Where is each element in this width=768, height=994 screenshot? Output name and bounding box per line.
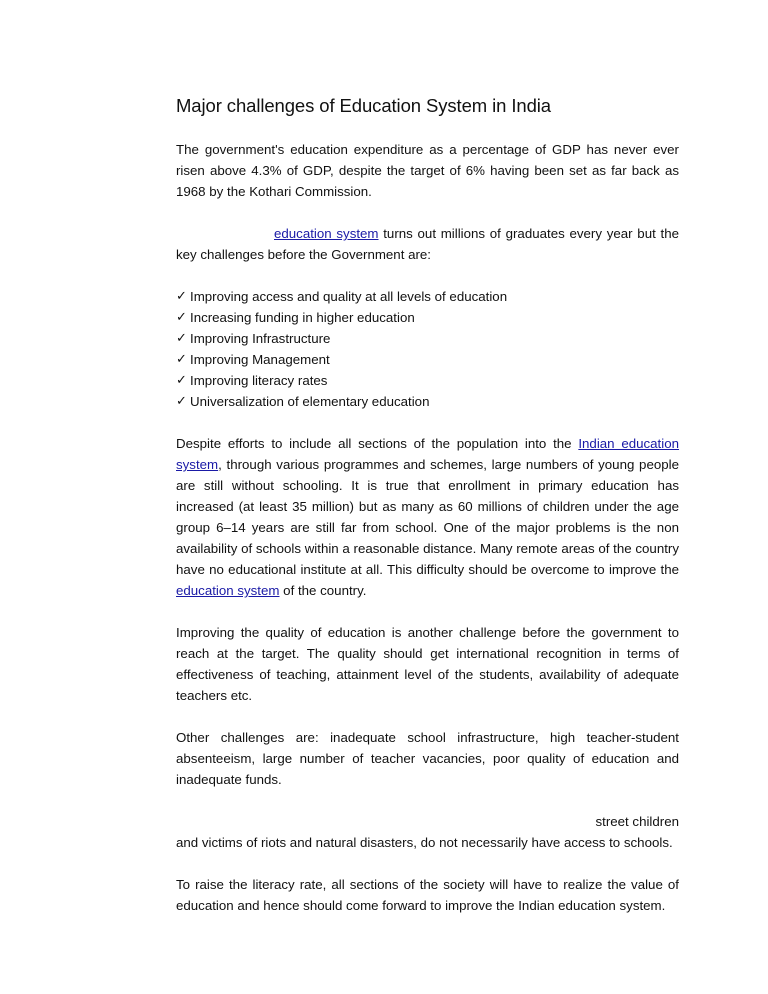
- list-item: [176, 349, 679, 370]
- check-icon: ✓: [176, 289, 187, 304]
- list-item: [176, 391, 679, 412]
- paragraph-access: [176, 433, 679, 601]
- list-item: [176, 286, 679, 307]
- paragraph-literacy: To raise the literacy rate, all sections of the society will have to realize the value of education and hence should come forward to improve the Indian education system.: [176, 877, 679, 913]
- check-icon: ✓: [176, 331, 187, 346]
- paragraph-text: , through various programmes and schemes, large numbers of young people are still without schooling. It is true that enrollment in primary education has increased (at least 35 million) but as many as 60 millions of children under the age group 6–14 years are still far from school. One of the major problems is the non availability of schools within a reasonable distance. Many remote areas of the country have no educational institute at all. This difficulty should be overcome to improve the: [176, 457, 679, 577]
- document-title: Major challenges of Education System in India: [176, 95, 551, 116]
- link-indian-education-system[interactable]: Indian education system: [176, 436, 680, 472]
- list-item: [176, 370, 679, 391]
- paragraph-education-system: [176, 223, 679, 265]
- list-item-label: Universalization of elementary education: [190, 394, 430, 409]
- paragraph-text: and victims of riots and natural disasters, do not necessarily have access to schools.: [176, 835, 673, 850]
- list-item-label: Improving Management: [190, 352, 330, 367]
- link-education-system-2[interactable]: education system: [176, 583, 280, 598]
- list-item-label: Improving access and quality at all levels of education: [190, 289, 508, 304]
- paragraph-quality: Improving the quality of education is another challenge before the government to reach at the target. The quality should get international recognition in terms of effectiveness of teaching, attainment level of the students, availability of adequate teachers etc.: [176, 625, 679, 703]
- paragraph-text: Despite efforts to include all sections of the population into the: [176, 436, 579, 451]
- check-icon: ✓: [176, 373, 187, 388]
- list-item-label: Improving Infrastructure: [190, 331, 331, 346]
- challenges-checklist: [176, 286, 679, 412]
- check-icon: ✓: [176, 352, 187, 367]
- paragraph-other-challenges: Other challenges are: inadequate school infrastructure, high teacher-student absenteeism, large number of teacher vacancies, poor quality of education and inadequate funds.: [176, 730, 679, 787]
- link-education-system[interactable]: education system: [274, 226, 379, 241]
- paragraph-expenditure: The government's education expenditure as a percentage of GDP has never ever risen above 4.3% of GDP, despite the target of 6% having been set as far back as 1968 by the Kothari Commission.: [176, 142, 679, 199]
- list-item-label: Improving literacy rates: [190, 373, 328, 388]
- paragraph-text: turns out millions of graduates every year but the key challenges before the Government are:: [176, 226, 679, 262]
- paragraph-street-children: [176, 811, 679, 853]
- check-icon: ✓: [176, 310, 187, 325]
- list-item-label: Increasing funding in higher education: [190, 310, 415, 325]
- check-icon: ✓: [176, 394, 187, 409]
- list-item: [176, 328, 679, 349]
- paragraph-text: of the country.: [279, 583, 367, 598]
- list-item: [176, 307, 679, 328]
- paragraph-line: street children: [595, 814, 679, 829]
